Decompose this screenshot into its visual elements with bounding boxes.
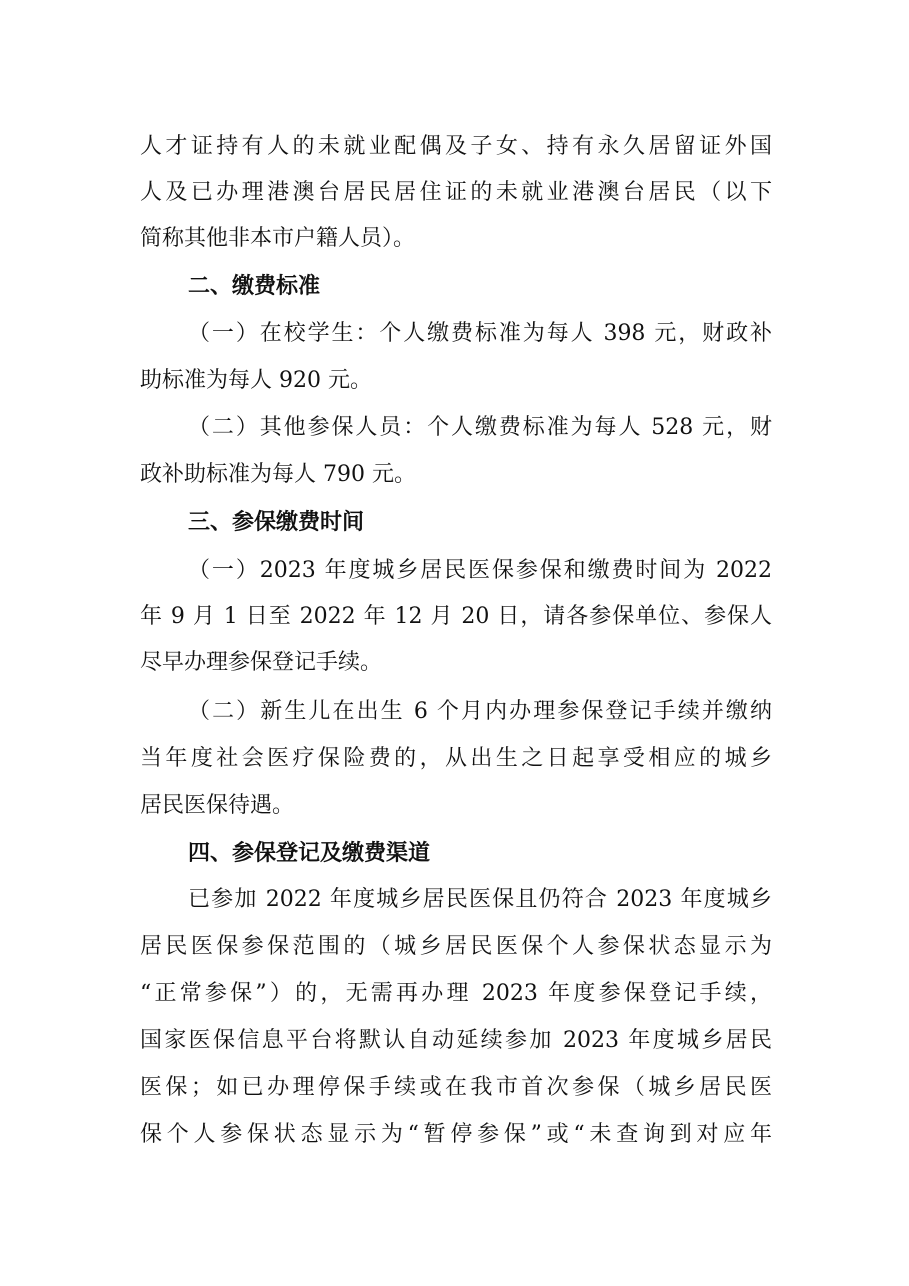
body-text-line: 国家医保信息平台将默认自动延续参加 2023 年度城乡居民 <box>140 1028 772 1053</box>
body-text-line: 政补助标准为每人 790 元。 <box>140 462 416 487</box>
body-text-line: 医保；如已办理停保手续或在我市首次参保（城乡居民医 <box>140 1075 772 1100</box>
body-text-line: （一）2023 年度城乡居民医保参保和缴费时间为 2022 <box>188 558 772 583</box>
body-text-line: 年 9 月 1 日至 2022 年 12 月 20 日，请各参保单位、参保人 <box>140 604 772 629</box>
body-text-line: （一）在校学生：个人缴费标准为每人 398 元，财政补 <box>188 321 772 346</box>
section-heading-3: 三、参保缴费时间 <box>188 510 365 535</box>
body-text-line: 居民医保待遇。 <box>140 793 295 818</box>
section-heading-4: 四、参保登记及缴费渠道 <box>188 841 431 866</box>
section-heading-2: 二、缴费标准 <box>188 274 321 299</box>
body-text-line: 简称其他非本市户籍人员）。 <box>140 226 416 251</box>
body-text-line: 保个人参保状态显示为“暂停参保”或“未查询到对应年 <box>140 1122 772 1147</box>
body-text-line: “正常参保”）的，无需再办理 2023 年度参保登记手续， <box>140 981 772 1006</box>
body-text-line: （二）新生儿在出生 6 个月内办理参保登记手续并缴纳 <box>188 699 772 724</box>
body-text-line: 人才证持有人的未就业配偶及子女、持有永久居留证外国 <box>140 134 772 159</box>
body-text-line: 居民医保参保范围的（城乡居民医保个人参保状态显示为 <box>140 934 772 959</box>
body-text-line: （二）其他参保人员：个人缴费标准为每人 528 元，财 <box>188 415 772 440</box>
body-text-line: 当年度社会医疗保险费的，从出生之日起享受相应的城乡 <box>140 746 772 771</box>
body-text-line: 助标准为每人 920 元。 <box>140 368 372 393</box>
body-text-line: 已参加 2022 年度城乡居民医保且仍符合 2023 年度城乡 <box>188 887 772 912</box>
body-text-line: 人及已办理港澳台居民居住证的未就业港澳台居民（以下 <box>140 180 772 205</box>
body-text-line: 尽早办理参保登记手续。 <box>140 650 383 675</box>
